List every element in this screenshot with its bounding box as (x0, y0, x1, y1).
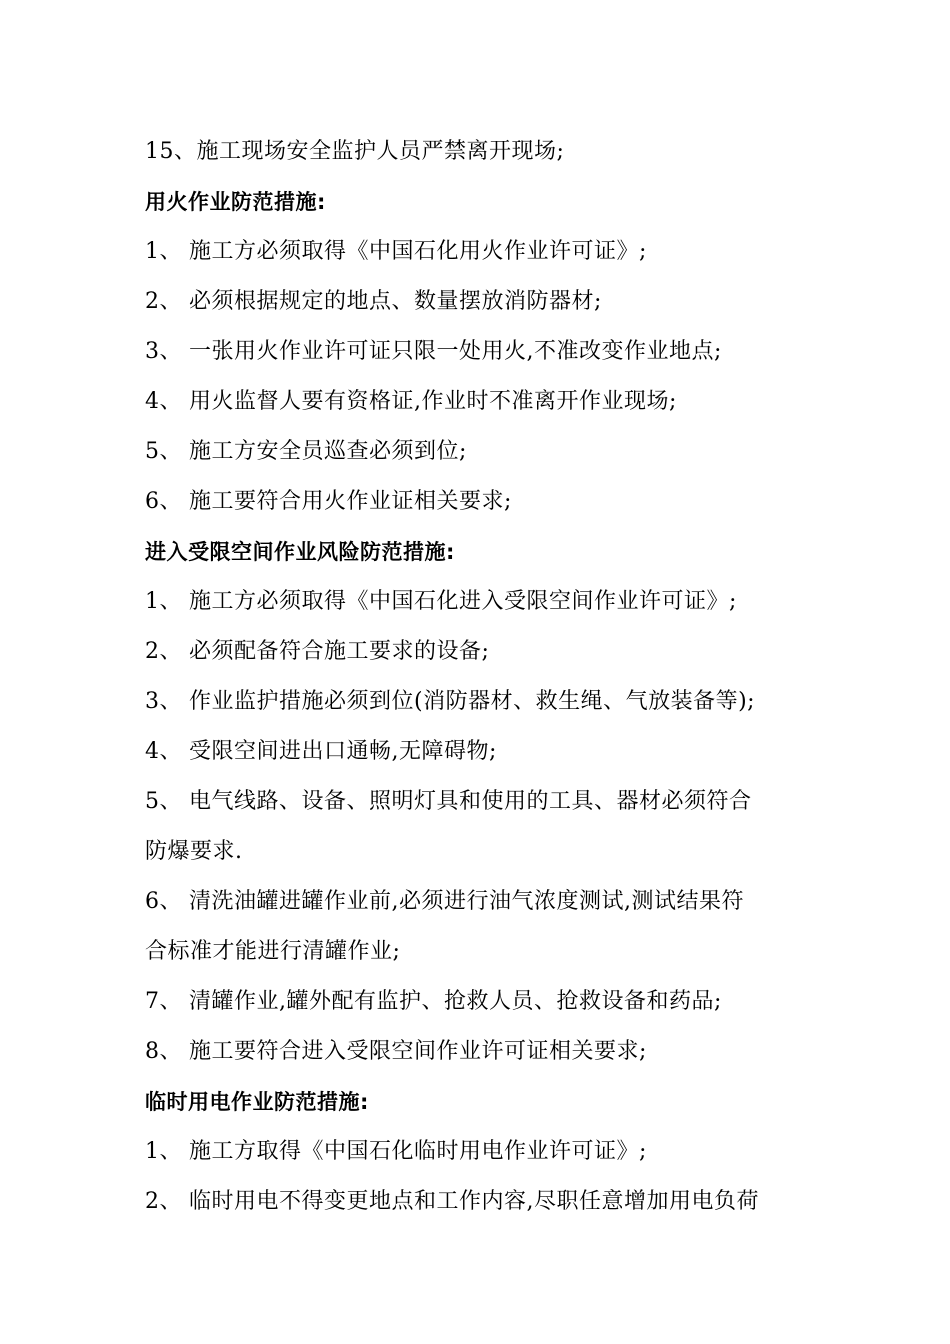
confined-item-7 (145, 987, 722, 1017)
fire-item-4 (145, 387, 677, 417)
item-text: 清洗油罐进罐作业前,必须进行油气浓度测试,测试结果符 (189, 889, 744, 914)
item-text: 施工要符合进入受限空间作业许可证相关要求; (189, 1039, 647, 1064)
item-number: 6、 (145, 889, 182, 914)
item-number: 6、 (145, 489, 182, 514)
item-number: 8、 (145, 1039, 182, 1064)
item-text: 施工方必须取得《中国石化用火作业许可证》; (189, 239, 647, 264)
fire-item-6 (145, 487, 512, 517)
confined-item-6-continuation: 合标准才能进行清罐作业; (145, 939, 401, 964)
confined-item-2 (145, 637, 489, 667)
intro-line (145, 137, 564, 167)
confined-item-1 (145, 587, 737, 617)
section-heading-fire: 用火作业防范措施: (145, 190, 326, 214)
section-heading-confined: 进入受限空间作业风险防范措施: (145, 540, 455, 564)
item-number: 5、 (145, 789, 182, 814)
item-text: 必须根据规定的地点、数量摆放消防器材; (189, 289, 602, 314)
item-number: 1、 (145, 239, 182, 264)
item-number: 4、 (145, 389, 182, 414)
item-number: 1、 (145, 589, 182, 614)
confined-item-6 (145, 887, 744, 917)
confined-item-5-continuation: 防爆要求. (145, 839, 243, 864)
item-number: 5、 (145, 439, 182, 464)
power-item-1 (145, 1137, 647, 1167)
power-item-2 (145, 1187, 759, 1217)
item-text: 一张用火作业许可证只限一处用火,不准改变作业地点; (189, 339, 722, 364)
item-text: 施工方安全员巡查必须到位; (189, 439, 467, 464)
item-text: 施工方必须取得《中国石化进入受限空间作业许可证》; (189, 589, 737, 614)
item-number: 4、 (145, 739, 182, 764)
item-text: 作业监护措施必须到位(消防器材、救生绳、气放装备等); (189, 689, 756, 714)
item-number: 3、 (145, 339, 182, 364)
item-text: 必须配备符合施工要求的设备; (189, 639, 490, 664)
fire-item-1 (145, 237, 647, 267)
item-number: 2、 (145, 639, 182, 664)
confined-item-5 (145, 787, 752, 817)
item-text: 施工方取得《中国石化临时用电作业许可证》; (189, 1139, 647, 1164)
confined-item-4 (145, 737, 497, 767)
item-text: 施工要符合用火作业证相关要求; (189, 489, 512, 514)
item-number: 3、 (145, 689, 182, 714)
fire-item-5 (145, 437, 467, 467)
fire-item-3 (145, 337, 722, 367)
item-number: 2、 (145, 289, 182, 314)
intro-text: 15、施工现场安全监护人员严禁离开现场; (145, 139, 565, 164)
confined-item-3 (145, 687, 755, 717)
item-number: 2、 (145, 1189, 182, 1214)
section-heading-power: 临时用电作业防范措施: (145, 1090, 369, 1114)
item-number: 1、 (145, 1139, 182, 1164)
fire-item-2 (145, 287, 602, 317)
item-text: 临时用电不得变更地点和工作内容,尽职任意增加用电负荷 (189, 1189, 759, 1214)
item-text: 电气线路、设备、照明灯具和使用的工具、器材必须符合 (189, 789, 752, 814)
item-text: 用火监督人要有资格证,作业时不准离开作业现场; (189, 389, 677, 414)
item-text: 清罐作业,罐外配有监护、抢救人员、抢救设备和药品; (189, 989, 722, 1014)
confined-item-8 (145, 1037, 647, 1067)
item-text: 受限空间进出口通畅,无障碍物; (189, 739, 497, 764)
item-number: 7、 (145, 989, 182, 1014)
